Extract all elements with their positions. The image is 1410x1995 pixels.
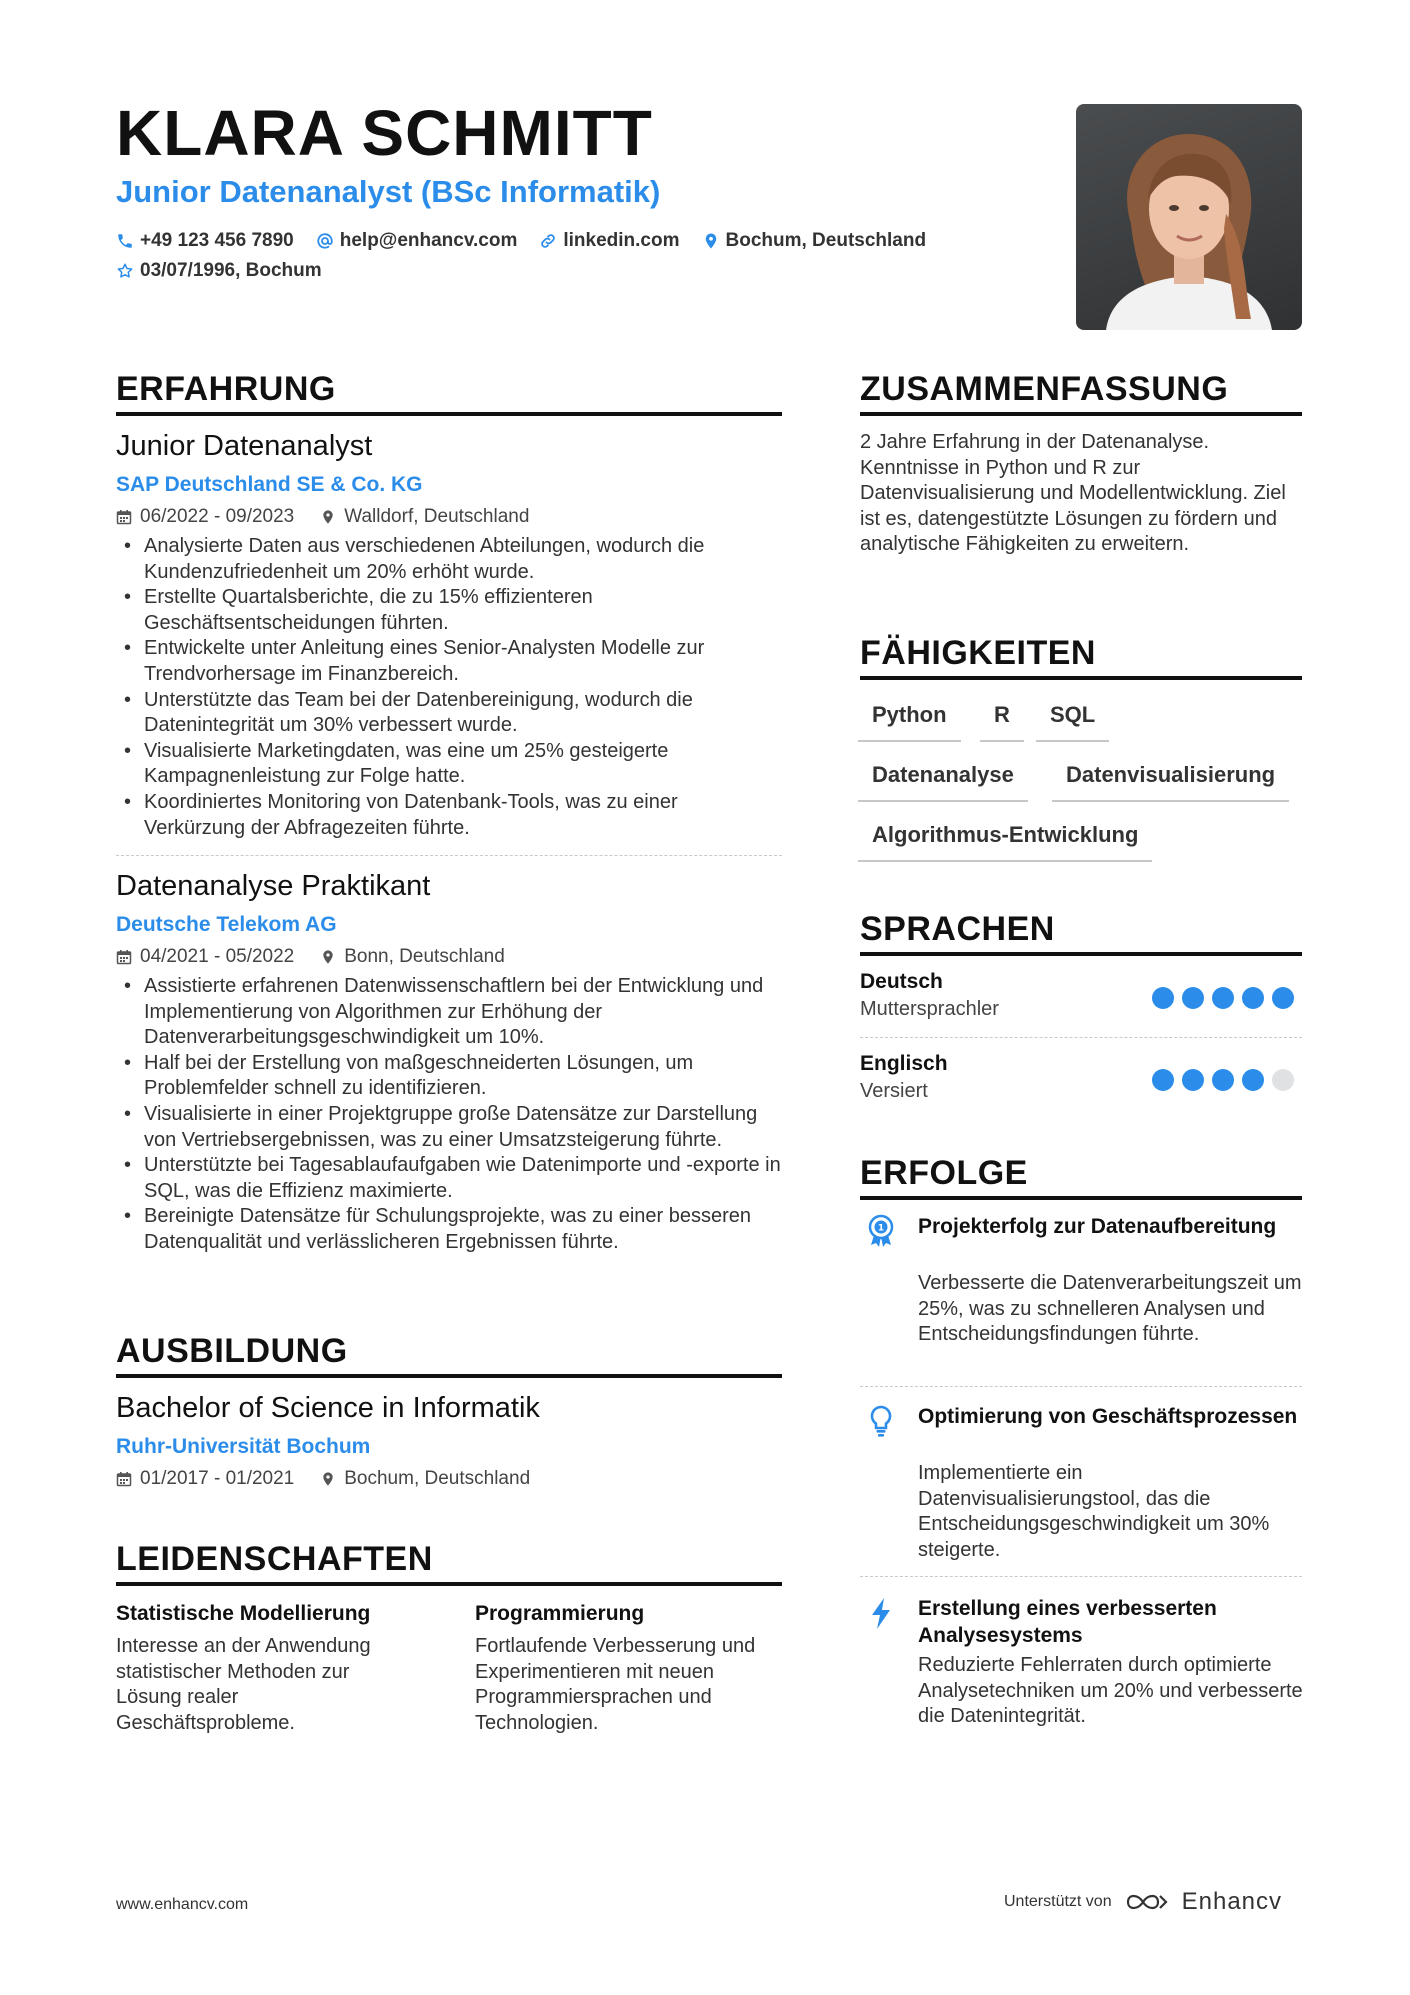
birth-info [116, 260, 322, 282]
bullet-item: • Visualisierte Marketingdaten, was eine um 25% gesteigerte Kampagnenleistung zur Folge hatte. [122, 739, 782, 790]
calendar-icon [116, 509, 132, 525]
education-dates-text: 01/2017 - 01/2021 [140, 1468, 295, 1489]
job-title: Datenanalyse Praktikant [116, 870, 431, 902]
skills-section-title: FÄHIGKEITEN [860, 634, 1096, 672]
job-title: Junior Datenanalyst [116, 430, 373, 462]
achievement-divider [860, 1576, 1302, 1577]
achievement-title: Erstellung eines verbesserten Analysesystems [918, 1597, 1217, 1647]
passion-description: Interesse an der Anwendung statistischer Methoden zur Lösung realer Geschäftsprobleme. [116, 1635, 371, 1734]
contact-location [702, 230, 927, 252]
profile-photo-illustration [1076, 104, 1302, 330]
languages-section-title: SPRACHEN [860, 910, 1055, 948]
job-dates [116, 946, 294, 968]
contact-location-text: Bochum, Deutschland [725, 230, 927, 251]
education-section-rule [116, 1374, 782, 1378]
skill-tag: Python [858, 702, 961, 742]
passions-section-rule [116, 1582, 782, 1586]
language-rating [1152, 1069, 1294, 1091]
phone-icon [116, 232, 134, 250]
skill-tag: SQL [1036, 702, 1109, 742]
calendar-icon [116, 949, 132, 965]
achievement-description: Verbesserte die Datenverarbeitungszeit um 25%, was zu schnelleren Analysen und Entscheidungsfindungen führte. [918, 1272, 1302, 1346]
location-pin-icon [320, 1471, 336, 1487]
rating-dot-filled [1242, 1069, 1264, 1091]
contact-linkedin-text: linkedin.com [563, 230, 680, 251]
footer-branding[interactable] [1004, 1888, 1282, 1916]
svg-text:1: 1 [877, 1223, 885, 1234]
bullet-item: • Unterstützte das Team bei der Datenbereinigung, wodurch die Datenintegrität um 30% verbessert wurde. [122, 688, 782, 739]
candidate-name: KLARA SCHMITT [116, 97, 653, 169]
location-pin-icon [320, 949, 336, 965]
job-location [320, 506, 529, 528]
bullet-item: • Entwickelte unter Anleitung eines Senior-Analysten Modelle zur Trendvorhersage im Finanzbereich. [122, 636, 782, 687]
enhancv-logo-icon [1124, 1890, 1170, 1914]
job-meta [116, 506, 529, 528]
link-icon [539, 232, 557, 250]
bullet-item: • Analysierte Daten aus verschiedenen Abteilungen, wodurch die Kundenzufriedenheit um 20% erhöht wurde. [122, 534, 782, 585]
language-rating [1152, 987, 1294, 1009]
bullet-item: • Bereinigte Datensätze für Schulungsprojekte, was zu einer besseren Datenqualität und verlässlicheren Ergebnissen führte. [122, 1204, 782, 1255]
bullet-item: • Koordiniertes Monitoring von Datenbank-Tools, was zu einer Verkürzung der Abfragezeiten führte. [122, 790, 782, 841]
calendar-icon [116, 1471, 132, 1487]
at-icon [316, 232, 334, 250]
skill-tag: Algorithmus-Entwicklung [858, 822, 1152, 862]
job-meta [116, 946, 505, 968]
summary-section-title: ZUSAMMENFASSUNG [860, 370, 1229, 408]
education-location [320, 1468, 530, 1490]
achievements-section-rule [860, 1196, 1302, 1200]
profile-photo [1076, 104, 1302, 330]
summary-text: 2 Jahre Erfahrung in der Datenanalyse. Kenntnisse in Python und R zur Datenvisualisierung und Modellentwicklung. Ziel ist es, datengestützte Lösungen zu fördern und analytische Fähigkeiten zu erweitern. [860, 431, 1286, 556]
bullet-item: • Visualisierte in einer Projektgruppe große Datensätze zur Darstellung von Vertriebsergebnissen, was zu einer Umsatzsteigerung führte. [122, 1102, 782, 1153]
passion-title: Programmierung [475, 1602, 645, 1625]
achievement-description: Reduzierte Fehlerraten durch optimierte Analysetechniken um 20% und verbesserte die Datenintegrität. [918, 1654, 1303, 1728]
powered-by-label: Unterstützt von [1004, 1893, 1112, 1910]
achievement-divider [860, 1386, 1302, 1387]
job-company[interactable]: Deutsche Telekom AG [116, 913, 337, 936]
experience-section-rule [116, 412, 782, 416]
contact-phone-text: +49 123 456 7890 [140, 230, 294, 251]
skill-tag: Datenvisualisierung [1052, 762, 1289, 802]
education-location-text: Bochum, Deutschland [344, 1468, 531, 1489]
language-divider [860, 1037, 1302, 1038]
language-name: Englisch [860, 1052, 948, 1075]
footer-website[interactable]: www.enhancv.com [116, 1896, 249, 1913]
bullet-item: • Half bei der Erstellung von maßgeschneiderten Lösungen, um Problemfelder schnell zu identifizieren. [122, 1051, 782, 1102]
rating-dot-filled [1212, 987, 1234, 1009]
education-school[interactable]: Ruhr-Universität Bochum [116, 1435, 371, 1458]
education-meta [116, 1468, 530, 1490]
achievement-title: Optimierung von Geschäftsprozessen [918, 1405, 1298, 1428]
job-company[interactable]: SAP Deutschland SE & Co. KG [116, 473, 423, 496]
job-dates-text: 04/2021 - 05/2022 [140, 946, 295, 967]
job-location [320, 946, 505, 968]
skills-section-rule [860, 676, 1302, 680]
contact-linkedin[interactable] [539, 230, 679, 252]
language-name: Deutsch [860, 970, 943, 993]
contact-email[interactable] [316, 230, 518, 252]
education-section-title: AUSBILDUNG [116, 1332, 348, 1370]
contact-email-text: help@enhancv.com [339, 230, 518, 251]
passions-section-title: LEIDENSCHAFTEN [116, 1540, 433, 1578]
experience-section-title: ERFAHRUNG [116, 370, 336, 408]
job-location-text: Bonn, Deutschland [344, 946, 505, 967]
rating-dot-filled [1182, 987, 1204, 1009]
candidate-headline: Junior Datenanalyst (BSc Informatik) [116, 174, 661, 209]
languages-section-rule [860, 952, 1302, 956]
location-pin-icon [320, 509, 336, 525]
job-bullets [122, 974, 782, 1256]
contact-phone[interactable] [116, 230, 294, 252]
job-bullets [122, 534, 782, 841]
language-level: Versiert [860, 1080, 928, 1102]
bullet-item: • Assistierte erfahrenen Datenwissenschaftlern bei der Entwicklung und Implementierung von Algorithmen zur Erhöhung der Datenverarbeitungsgeschwindigkeit um 10%. [122, 974, 782, 1051]
rating-dot-filled [1242, 987, 1264, 1009]
location-pin-icon [702, 232, 720, 250]
star-icon [116, 262, 134, 280]
job-dates-text: 06/2022 - 09/2023 [140, 506, 295, 527]
summary-section-rule [860, 412, 1302, 416]
award-ribbon-icon [866, 1214, 896, 1248]
lightbulb-icon [866, 1404, 896, 1438]
birth-info-text: 03/07/1996, Bochum [140, 260, 322, 281]
rating-dot-filled [1182, 1069, 1204, 1091]
bullet-item: • Unterstützte bei Tagesablaufaufgaben wie Datenimporte und -exporte in SQL, was die Effizienz maximierte. [122, 1153, 782, 1204]
brand-name: Enhancv [1181, 1888, 1283, 1915]
education-degree: Bachelor of Science in Informatik [116, 1392, 540, 1424]
rating-dot-filled [1152, 987, 1174, 1009]
passion-title: Statistische Modellierung [116, 1602, 371, 1625]
bullet-item: • Erstellte Quartalsberichte, die zu 15% effizienteren Geschäftsentscheidungen führten. [122, 585, 782, 636]
rating-dot-filled [1272, 987, 1294, 1009]
contact-row [116, 230, 926, 252]
language-level: Muttersprachler [860, 998, 999, 1020]
lightning-bolt-icon [866, 1596, 896, 1630]
rating-dot-filled [1152, 1069, 1174, 1091]
skill-tag: R [980, 702, 1024, 742]
achievements-section-title: ERFOLGE [860, 1154, 1028, 1192]
achievement-title: Projekterfolg zur Datenaufbereitung [918, 1215, 1277, 1238]
skill-tag: Datenanalyse [858, 762, 1028, 802]
job-location-text: Walldorf, Deutschland [344, 506, 530, 527]
achievement-description: Implementierte ein Datenvisualisierungstool, das die Entscheidungsgeschwindigkeit um 30% steigerte. [918, 1462, 1270, 1561]
rating-dot-filled [1212, 1069, 1234, 1091]
passion-description: Fortlaufende Verbesserung und Experimentieren mit neuen Programmiersprachen und Technologien. [475, 1635, 756, 1734]
job-divider [116, 855, 782, 856]
education-dates [116, 1468, 294, 1490]
job-dates [116, 506, 294, 528]
rating-dot-empty [1272, 1069, 1294, 1091]
contact-row-2 [116, 260, 322, 282]
